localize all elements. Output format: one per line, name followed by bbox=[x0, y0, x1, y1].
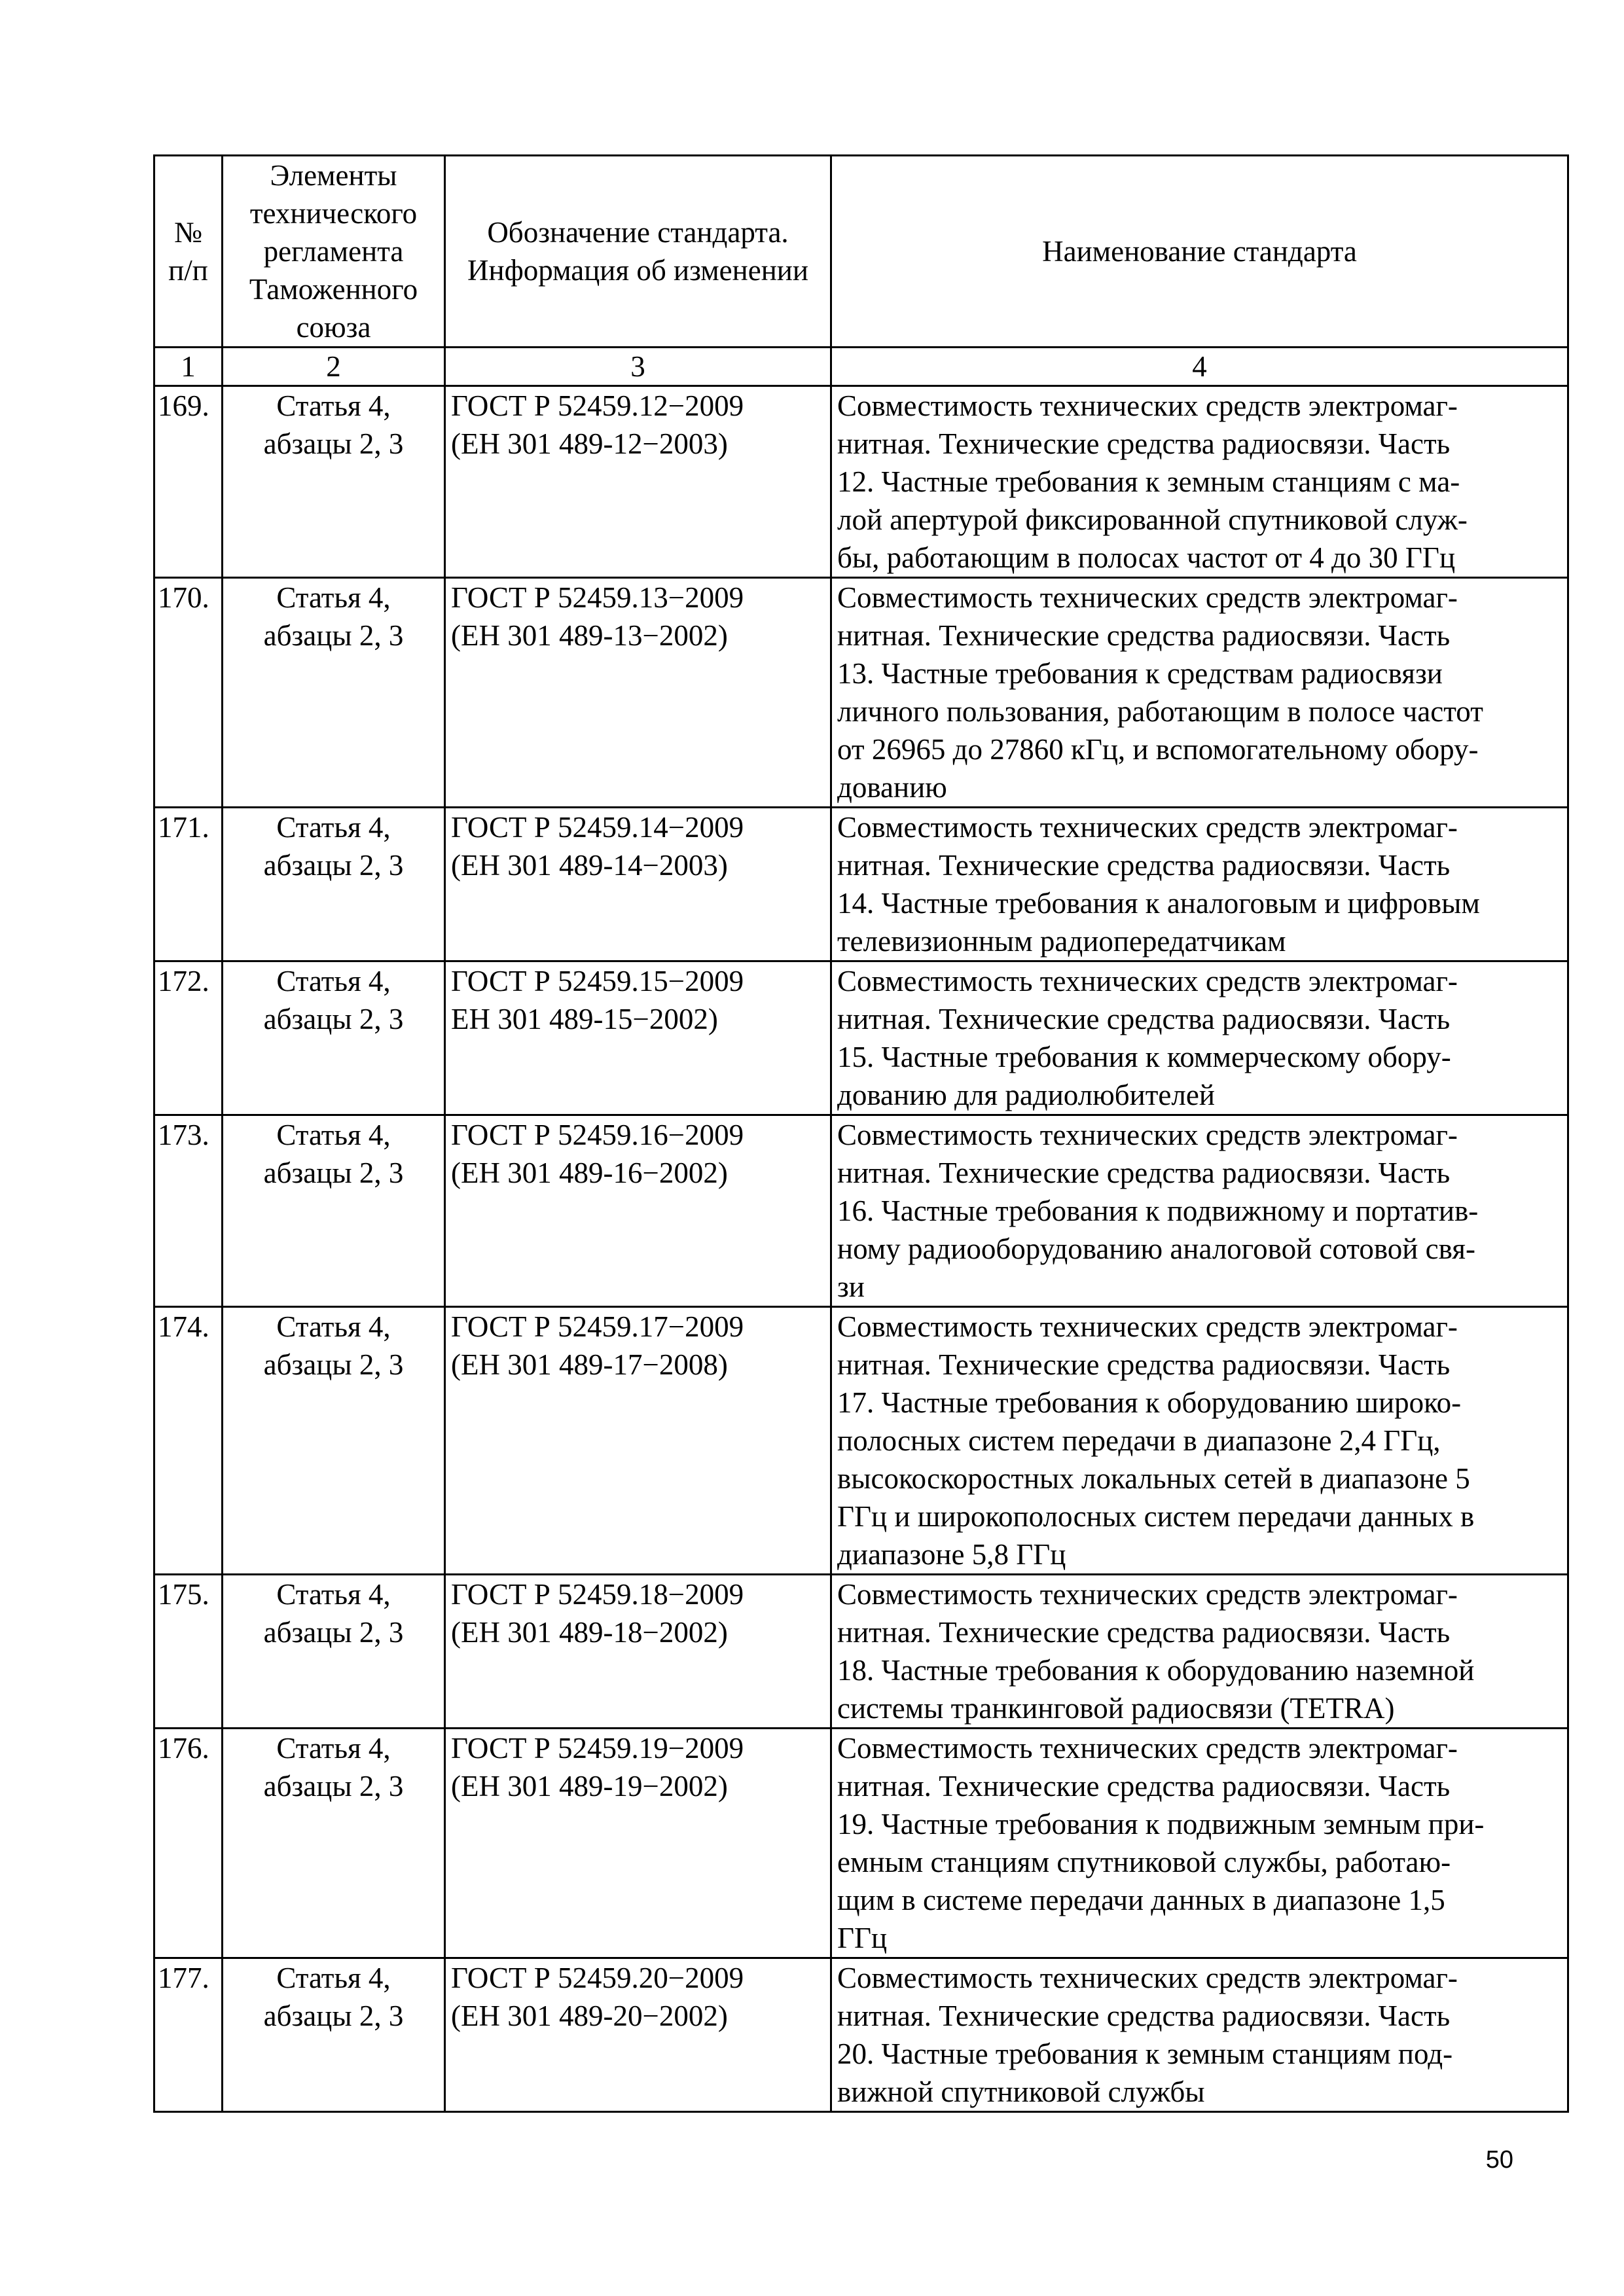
standard-name-line: высокоскоростных локальных сетей в диапазоне 5 bbox=[837, 1462, 1470, 1495]
standard-name-line: вижной спутниковой службы bbox=[837, 2075, 1205, 2108]
standard-name-line: нитная. Технические средства радиосвязи. Часть bbox=[837, 1770, 1451, 1803]
standard-name-line: 18. Частные требования к оборудованию наземной bbox=[837, 1654, 1475, 1687]
regulation-elements bbox=[223, 386, 445, 578]
standard-code-line: ГОСТ Р 52459.14−2009 bbox=[451, 811, 744, 844]
standard-name-line: Совместимость технических средств электромаг- bbox=[837, 1578, 1458, 1611]
header-elements-line: Элементы bbox=[270, 159, 397, 192]
header-code-line: Обозначение стандарта. bbox=[487, 216, 789, 249]
row-number: 171. bbox=[154, 808, 223, 961]
table-row bbox=[154, 1729, 1568, 1958]
standard-name-line: Совместимость технических средств электромаг- bbox=[837, 1119, 1458, 1151]
standard-name-line: щим в системе передачи данных в диапазоне 1,5 bbox=[837, 1884, 1445, 1916]
standard-name-line: лой апертурой фиксированной спутниковой служ- bbox=[837, 503, 1468, 536]
table-row bbox=[154, 578, 1568, 808]
standard-code bbox=[445, 961, 831, 1115]
standard-name-line: диапазоне 5,8 ГГц bbox=[837, 1538, 1066, 1571]
standard-name-line: от 26965 до 27860 кГц, и вспомогательному обору- bbox=[837, 733, 1479, 766]
standard-name-line: нитная. Технические средства радиосвязи. Часть bbox=[837, 2000, 1451, 2032]
standard-name-line: 12. Частные требования к земным станциям с ма- bbox=[837, 465, 1460, 498]
regulation-elements-line: Статья 4, bbox=[276, 811, 391, 844]
standard-name-line: емным станциям спутниковой службы, работаю- bbox=[837, 1846, 1451, 1878]
standard-code-line: ГОСТ Р 52459.19−2009 bbox=[451, 1732, 744, 1765]
standard-code bbox=[445, 1958, 831, 2112]
header-elements-line: Таможенного bbox=[249, 273, 418, 306]
regulation-elements bbox=[223, 961, 445, 1115]
standard-name-line: нитная. Технические средства радиосвязи. Часть bbox=[837, 1157, 1451, 1189]
standard-name-line: ному радиооборудованию аналоговой сотовой свя- bbox=[837, 1232, 1475, 1265]
standard-name bbox=[831, 1307, 1568, 1575]
standard-code-line: (ЕН 301 489-17−2008) bbox=[451, 1348, 728, 1381]
standard-name bbox=[831, 1115, 1568, 1307]
regulation-elements-line: Статья 4, bbox=[276, 1310, 391, 1343]
regulation-elements-line: абзацы 2, 3 bbox=[263, 619, 404, 652]
standard-code-line: ЕН 301 489-15−2002) bbox=[451, 1003, 718, 1035]
regulation-elements-line: Статья 4, bbox=[276, 1119, 391, 1151]
standard-name-line: 13. Частные требования к средствам радиосвязи bbox=[837, 657, 1443, 690]
standard-name-line: нитная. Технические средства радиосвязи. Часть bbox=[837, 1348, 1451, 1381]
row-number: 169. bbox=[154, 386, 223, 578]
row-number: 177. bbox=[154, 1958, 223, 2112]
regulation-elements-line: абзацы 2, 3 bbox=[263, 1770, 404, 1803]
standard-name-line: нитная. Технические средства радиосвязи. Часть bbox=[837, 1616, 1451, 1649]
standard-name bbox=[831, 1575, 1568, 1729]
standard-code-line: (ЕН 301 489-13−2002) bbox=[451, 619, 728, 652]
standard-code-line: ГОСТ Р 52459.16−2009 bbox=[451, 1119, 744, 1151]
header-name bbox=[831, 156, 1568, 348]
row-number: 175. bbox=[154, 1575, 223, 1729]
row-number: 172. bbox=[154, 961, 223, 1115]
standard-name-line: Совместимость технических средств электромаг- bbox=[837, 965, 1458, 997]
standard-code-line: ГОСТ Р 52459.12−2009 bbox=[451, 389, 744, 422]
standard-code-line: (ЕН 301 489-14−2003) bbox=[451, 849, 728, 882]
standard-name-line: ГГц bbox=[837, 1922, 888, 1954]
table-row bbox=[154, 1307, 1568, 1575]
standard-code-line: ГОСТ Р 52459.17−2009 bbox=[451, 1310, 744, 1343]
regulation-elements-line: абзацы 2, 3 bbox=[263, 849, 404, 882]
standard-code-line: (ЕН 301 489-12−2003) bbox=[451, 427, 728, 460]
header-code-line: Информация об изменении bbox=[467, 254, 808, 287]
regulation-elements-line: Статья 4, bbox=[276, 581, 391, 614]
standard-code-line: (ЕН 301 489-16−2002) bbox=[451, 1157, 728, 1189]
standard-code-line: (ЕН 301 489-20−2002) bbox=[451, 2000, 728, 2032]
regulation-elements bbox=[223, 578, 445, 808]
table-row bbox=[154, 386, 1568, 578]
regulation-elements-line: Статья 4, bbox=[276, 1578, 391, 1611]
header-num-line: № bbox=[174, 216, 202, 249]
table-row bbox=[154, 808, 1568, 961]
standard-name-line: 14. Частные требования к аналоговым и цифровым bbox=[837, 887, 1480, 920]
standard-code bbox=[445, 386, 831, 578]
table-row bbox=[154, 961, 1568, 1115]
standard-name-line: ГГц и широкополосных систем передачи данных в bbox=[837, 1500, 1475, 1533]
row-number: 173. bbox=[154, 1115, 223, 1307]
header-elements-line: технического bbox=[249, 197, 418, 230]
standard-name-line: 20. Частные требования к земным станциям под- bbox=[837, 2037, 1453, 2070]
regulation-elements bbox=[223, 1307, 445, 1575]
regulation-elements-line: Статья 4, bbox=[276, 1962, 391, 1994]
standard-name-line: полосных систем передачи в диапазоне 2,4 ГГц, bbox=[837, 1424, 1441, 1457]
standard-name-line: телевизионным радиопередатчикам bbox=[837, 925, 1286, 958]
regulation-elements-line: Статья 4, bbox=[276, 389, 391, 422]
standard-name-line: бы, работающим в полосах частот от 4 до 30 ГГц bbox=[837, 541, 1456, 574]
standard-name-line: Совместимость технических средств электромаг- bbox=[837, 581, 1458, 614]
standard-name-line: нитная. Технические средства радиосвязи. Часть bbox=[837, 427, 1451, 460]
regulation-elements-line: Статья 4, bbox=[276, 965, 391, 997]
page-number: 50 bbox=[1485, 2146, 1513, 2174]
standard-name bbox=[831, 578, 1568, 808]
header-row bbox=[154, 156, 1568, 348]
standard-code-line: ГОСТ Р 52459.20−2009 bbox=[451, 1962, 744, 1994]
column-index: 1 bbox=[154, 348, 223, 386]
standard-code bbox=[445, 808, 831, 961]
regulation-elements bbox=[223, 1958, 445, 2112]
standard-code-line: ГОСТ Р 52459.18−2009 bbox=[451, 1578, 744, 1611]
column-index: 4 bbox=[831, 348, 1568, 386]
standard-code-line: ГОСТ Р 52459.13−2009 bbox=[451, 581, 744, 614]
standard-name-line: 15. Частные требования к коммерческому обору- bbox=[837, 1041, 1451, 1073]
standard-code-line: (ЕН 301 489-19−2002) bbox=[451, 1770, 728, 1803]
standard-code bbox=[445, 1307, 831, 1575]
header-code bbox=[445, 156, 831, 348]
standard-name-line: дованию для радиолюбителей bbox=[837, 1079, 1215, 1111]
standard-name-line: Совместимость технических средств электромаг- bbox=[837, 811, 1458, 844]
regulation-elements-line: Статья 4, bbox=[276, 1732, 391, 1765]
table-row bbox=[154, 1958, 1568, 2112]
standard-name-line: системы транкинговой радиосвязи (TETRA) bbox=[837, 1692, 1395, 1725]
header-elements-line: союза bbox=[296, 311, 371, 344]
header-num bbox=[154, 156, 223, 348]
regulation-elements-line: абзацы 2, 3 bbox=[263, 1348, 404, 1381]
header-num-line: п/п bbox=[168, 254, 208, 287]
standard-name bbox=[831, 961, 1568, 1115]
standard-name-line: личного пользования, работающим в полосе частот bbox=[837, 695, 1483, 728]
standard-name-line: нитная. Технические средства радиосвязи. Часть bbox=[837, 1003, 1451, 1035]
regulation-elements bbox=[223, 808, 445, 961]
regulation-elements-line: абзацы 2, 3 bbox=[263, 427, 404, 460]
standard-name-line: 16. Частные требования к подвижному и портатив- bbox=[837, 1194, 1479, 1227]
regulation-elements bbox=[223, 1729, 445, 1958]
row-number: 170. bbox=[154, 578, 223, 808]
standard-code bbox=[445, 1115, 831, 1307]
standard-name-line: нитная. Технические средства радиосвязи. Часть bbox=[837, 849, 1451, 882]
header-name-line: Наименование стандарта bbox=[1042, 235, 1357, 268]
row-number: 174. bbox=[154, 1307, 223, 1575]
regulation-elements-line: абзацы 2, 3 bbox=[263, 1616, 404, 1649]
column-index-row bbox=[154, 348, 1568, 386]
header-elements-line: регламента bbox=[263, 235, 404, 268]
standard-code bbox=[445, 578, 831, 808]
standards-table bbox=[153, 154, 1569, 2113]
standard-name bbox=[831, 1729, 1568, 1958]
standard-name bbox=[831, 808, 1568, 961]
standard-name-line: Совместимость технических средств электромаг- bbox=[837, 1310, 1458, 1343]
standard-name-line: Совместимость технических средств электромаг- bbox=[837, 1732, 1458, 1765]
header-elements bbox=[223, 156, 445, 348]
regulation-elements bbox=[223, 1575, 445, 1729]
regulation-elements bbox=[223, 1115, 445, 1307]
column-index: 3 bbox=[445, 348, 831, 386]
row-number: 176. bbox=[154, 1729, 223, 1958]
standard-name-line: Совместимость технических средств электромаг- bbox=[837, 1962, 1458, 1994]
standard-name bbox=[831, 386, 1568, 578]
table-row bbox=[154, 1575, 1568, 1729]
standard-name-line: зи bbox=[837, 1270, 865, 1303]
standard-code-line: (ЕН 301 489-18−2002) bbox=[451, 1616, 728, 1649]
standard-code bbox=[445, 1575, 831, 1729]
column-index: 2 bbox=[223, 348, 445, 386]
table-row bbox=[154, 1115, 1568, 1307]
regulation-elements-line: абзацы 2, 3 bbox=[263, 1157, 404, 1189]
regulation-elements-line: абзацы 2, 3 bbox=[263, 2000, 404, 2032]
standard-name-line: дованию bbox=[837, 771, 947, 804]
regulation-elements-line: абзацы 2, 3 bbox=[263, 1003, 404, 1035]
standard-code-line: ГОСТ Р 52459.15−2009 bbox=[451, 965, 744, 997]
standard-name-line: нитная. Технические средства радиосвязи. Часть bbox=[837, 619, 1451, 652]
standard-name-line: 17. Частные требования к оборудованию широко- bbox=[837, 1386, 1462, 1419]
table-body bbox=[154, 386, 1568, 2112]
standard-name-line: 19. Частные требования к подвижным земным при- bbox=[837, 1808, 1485, 1840]
standard-name bbox=[831, 1958, 1568, 2112]
standard-name-line: Совместимость технических средств электромаг- bbox=[837, 389, 1458, 422]
standard-code bbox=[445, 1729, 831, 1958]
